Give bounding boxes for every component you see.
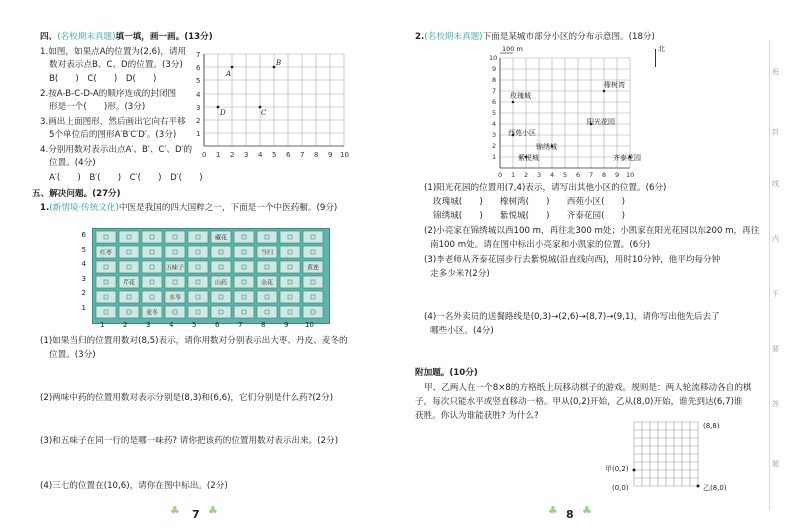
svg-text:2: 2: [492, 142, 497, 150]
q2-1: (1)阳光花园的位置用(7,4)表示，请写出其他小区的位置。(6分): [424, 183, 667, 193]
section4-title: 四、(名校期末真题)填一填，画一画。(13分): [40, 32, 213, 42]
cabinet-drawer: [119, 261, 139, 273]
herb-label: 黄连: [306, 264, 320, 272]
svg-text:6: 6: [492, 98, 497, 106]
point-a: [231, 66, 234, 69]
extra-line2: 子，每次只能水平或竖直移动一格。甲从(0,2)开始，乙从(8,0)开始，谁先到达(6,7)谁: [415, 397, 743, 407]
leaf-icon: ♣: [548, 504, 558, 517]
svg-text:0: 0: [498, 171, 503, 179]
leaf-icon: ♣: [582, 504, 592, 517]
svg-text:1: 1: [216, 151, 221, 159]
cabinet-drawer: [119, 291, 139, 303]
label-xiyuan: 西苑小区: [508, 129, 536, 137]
cabinet-drawer: [142, 246, 162, 258]
svg-text:3: 3: [244, 151, 249, 159]
svg-text:7: 7: [589, 171, 594, 179]
cabinet-drawer: [211, 291, 231, 303]
label-qitai: 齐泰花园: [613, 154, 641, 162]
cabinet-drawer: [188, 231, 208, 243]
cabinet-drawer: [303, 306, 323, 318]
svg-text:4: 4: [258, 151, 263, 159]
q5-1-4: (4)三七的位置在(10,6)，请你在图中标出。(2分): [40, 481, 228, 491]
label-ziyue: 紫悦城: [518, 154, 539, 162]
svg-text:4: 4: [196, 91, 201, 99]
cabinet-drawer: [280, 261, 300, 273]
cabinet-drawer: [142, 276, 162, 288]
svg-text:8: 8: [602, 171, 607, 179]
herb-label: 金花: [260, 279, 274, 287]
cabinet-drawer: [188, 246, 208, 258]
label-yi: 乙(8,0): [703, 484, 727, 492]
svg-text:6: 6: [196, 64, 201, 72]
label-sunshine-garden: 阳光花园: [587, 118, 615, 126]
label-jia: 甲(0,2): [605, 465, 629, 473]
svg-text:4: 4: [492, 120, 497, 128]
point-b: [273, 66, 276, 69]
cabinet-drawer: [96, 291, 116, 303]
q4-3b: 5个单位后的图形A′B′C′D′。(3分): [49, 130, 177, 140]
cabinet-drawer: [280, 306, 300, 318]
svg-text:9: 9: [328, 151, 333, 159]
label-jinxiu: 锦绣城: [536, 143, 557, 151]
svg-text:4: 4: [550, 171, 555, 179]
cabinet-drawer: [257, 306, 277, 318]
cabinet-drawer: [119, 306, 139, 318]
q5-1-1b: 位置。(3分): [49, 350, 96, 360]
cabinet-drawer: [257, 261, 277, 273]
cabinet-drawer: [234, 291, 254, 303]
svg-text:3: 3: [492, 131, 497, 139]
svg-text:5: 5: [563, 171, 568, 179]
cabinet-drawer: [303, 231, 323, 243]
q5-1-2: (2)两味中药的位置用数对表示分别是(8,3)和(6,6)，它们分别是什么药?(2分): [40, 393, 334, 403]
extra-line3: 获胜。你认为谁能获胜? 为什么?: [415, 411, 539, 421]
cabinet-drawer: [211, 261, 231, 273]
svg-text:1: 1: [511, 171, 516, 179]
q4-1a: 1.如图，如果点A的位置为(2,6)，请用: [40, 47, 187, 57]
q2-3a: (3)李老师从齐泰花园步行去紫悦城(沿直线向西)，用时10分钟，他平均每分钟: [424, 255, 721, 265]
svg-text:8: 8: [314, 151, 319, 159]
herb-label: 当归: [260, 249, 274, 257]
svg-text:10: 10: [489, 54, 498, 62]
cabinet-drawer: [96, 276, 116, 288]
cabinet-drawer: [165, 231, 185, 243]
herb-label: 红枣: [99, 249, 113, 257]
svg-text:8: 8: [492, 76, 497, 84]
svg-text:2: 2: [524, 171, 529, 179]
cabinet-drawer: [96, 306, 116, 318]
svg-text:100 m: 100 m: [502, 45, 523, 53]
cabinet-drawer: [234, 276, 254, 288]
q5-1-3: (3)和五味子在同一行的是哪一味药? 请你把该药的位置用数对表示出来。(2分): [40, 436, 339, 446]
svg-text:10: 10: [340, 151, 349, 159]
cabinet-drawer: [303, 291, 323, 303]
page-number-right: 8: [566, 508, 574, 521]
label-8-8: (8,8): [703, 422, 720, 430]
svg-text:9: 9: [492, 65, 497, 73]
q2-1-row1: 玫瑰城( ) 橡树湾( ) 西苑小区( ): [433, 197, 625, 207]
q2-4a: (4)一名外卖员的送餐路线是(0,3)→(2,6)→(8,7)→(9,1)，请你写出他先后去了: [424, 312, 720, 322]
herb-label: 山药: [214, 279, 228, 287]
svg-text:7: 7: [492, 87, 497, 95]
extra-line1: 甲、乙两人在一个8×8的方格纸上玩移动棋子的游戏。规则是：两人轮流移动各自的棋: [424, 383, 752, 393]
q4-3a: 3.画出上面图形，然后画出它向右平移: [40, 117, 186, 127]
q2-title: 2.(名校期末真题)下面是某城市部分小区的分布示意图。(18分): [415, 32, 655, 42]
cabinet-drawer: [165, 276, 185, 288]
cabinet-drawers: [92, 228, 328, 322]
svg-text:C: C: [261, 109, 267, 117]
svg-text:A: A: [226, 70, 232, 78]
q2-1-row2: 锦绣城( ) 紫悦城( ) 齐泰花园( ): [433, 211, 625, 221]
extra-title: 附加题。(10分): [415, 368, 478, 378]
cabinet-drawer: [142, 231, 162, 243]
cabinet-drawer: [188, 306, 208, 318]
svg-text:7: 7: [196, 51, 201, 59]
leaf-icon: ♣: [170, 504, 180, 517]
point-d: [217, 106, 220, 109]
q5-1-1a: (1)如果当归的位置用数对(8,5)表示，请你用数对分别表示出大枣、丹皮、麦冬的: [40, 336, 348, 346]
svg-text:5: 5: [196, 77, 201, 85]
svg-text:7: 7: [300, 151, 305, 159]
cabinet-drawer: [211, 246, 231, 258]
cabinet-drawer: [280, 291, 300, 303]
svg-text:1: 1: [492, 153, 497, 161]
svg-text:0: 0: [202, 151, 207, 159]
cabinet-drawer: [280, 276, 300, 288]
cabinet-drawer: [234, 231, 254, 243]
label-oak-bay: 橡树湾: [604, 81, 625, 89]
svg-text:D: D: [220, 109, 226, 117]
cabinet-drawer: [280, 246, 300, 258]
point-c: [259, 106, 262, 109]
svg-text:6: 6: [576, 171, 581, 179]
label-rose-city: 玫瑰城: [510, 92, 531, 100]
q2-2b: 南100 m处。请在图中标出小亮家和小凯家的位置。(6分): [430, 240, 651, 250]
cabinet-drawer: [234, 261, 254, 273]
q4-4b: 位置。(4分): [49, 158, 96, 168]
cabinet-drawer: [165, 306, 185, 318]
cabinet-drawer: [96, 231, 116, 243]
cabinet-row-labels: 6 5 4 3 2 1: [81, 231, 86, 312]
q2-3b: 走多少米?(2分): [430, 269, 490, 279]
cabinet-drawer: [119, 246, 139, 258]
svg-text:5: 5: [272, 151, 277, 159]
svg-text:1: 1: [196, 130, 201, 138]
svg-text:B: B: [276, 59, 282, 67]
svg-text:3: 3: [537, 171, 542, 179]
cabinet-drawer: [280, 231, 300, 243]
section5-title: 五、解决问题。(27分): [32, 189, 121, 199]
q4-1c: B( ) C( ) D( ): [49, 74, 157, 84]
q4-1b: 数对表示点B、C、D的位置。(3分): [49, 60, 183, 70]
q2-2a: (2)小亮家在锦绣城以西100 m，再往北300 m处；小凯家在阳光花园以东200 m，再往: [424, 226, 760, 236]
herb-label: 麦冬: [145, 309, 159, 317]
svg-text:3: 3: [196, 104, 201, 112]
cabinet-drawer: [96, 261, 116, 273]
svg-text:10: 10: [626, 171, 635, 179]
herb-label: 水苓: [168, 294, 182, 302]
herb-label: 藏花: [214, 234, 228, 242]
q4-2b: 形是一个( )形。(3分): [49, 102, 146, 112]
herb-label: 五味子: [165, 264, 185, 272]
binding-margin: 班 封 线 内 不 要 答 题: [769, 40, 784, 510]
q4-2a: 2.按A-B-C-D-A的顺序连成的封闭图: [40, 89, 177, 99]
cabinet-drawer: [119, 231, 139, 243]
q5-1: 1.(新情境·传统文化)中医是我国的四大国粹之一，下面是一个中医药橱。(9分): [40, 203, 338, 213]
cabinet-drawer: [257, 291, 277, 303]
q4-4c: A′( ) B′( ) C′( ) D′( ): [49, 173, 203, 183]
cabinet-drawer: [188, 261, 208, 273]
label-origin: (0,0): [612, 484, 629, 492]
svg-text:5: 5: [492, 109, 497, 117]
cabinet-drawer: [303, 246, 323, 258]
cabinet-drawer: [234, 306, 254, 318]
svg-text:6: 6: [286, 151, 291, 159]
cabinet-drawer: [211, 306, 231, 318]
cabinet-drawer: [142, 261, 162, 273]
cabinet-drawer: [188, 291, 208, 303]
leaf-icon: ♣: [208, 504, 218, 517]
svg-text:9: 9: [615, 171, 620, 179]
cabinet-drawer: [188, 276, 208, 288]
page-number-left: 7: [192, 508, 200, 521]
herb-label: 芹花: [122, 279, 136, 287]
cabinet-drawer: [234, 246, 254, 258]
cabinet-drawer: [303, 276, 323, 288]
game-grid: [632, 420, 712, 490]
q2-4b: 哪些小区。(4分): [430, 326, 494, 336]
svg-text:2: 2: [196, 117, 201, 125]
svg-text:2: 2: [230, 151, 235, 159]
q4-4a: 4.分别用数对表示出点A′、B′、C′、D′的: [40, 145, 193, 155]
cabinet-drawer: [165, 246, 185, 258]
cabinet-drawer: [142, 291, 162, 303]
coordinate-grid: [192, 46, 362, 164]
cabinet-drawer: [257, 231, 277, 243]
